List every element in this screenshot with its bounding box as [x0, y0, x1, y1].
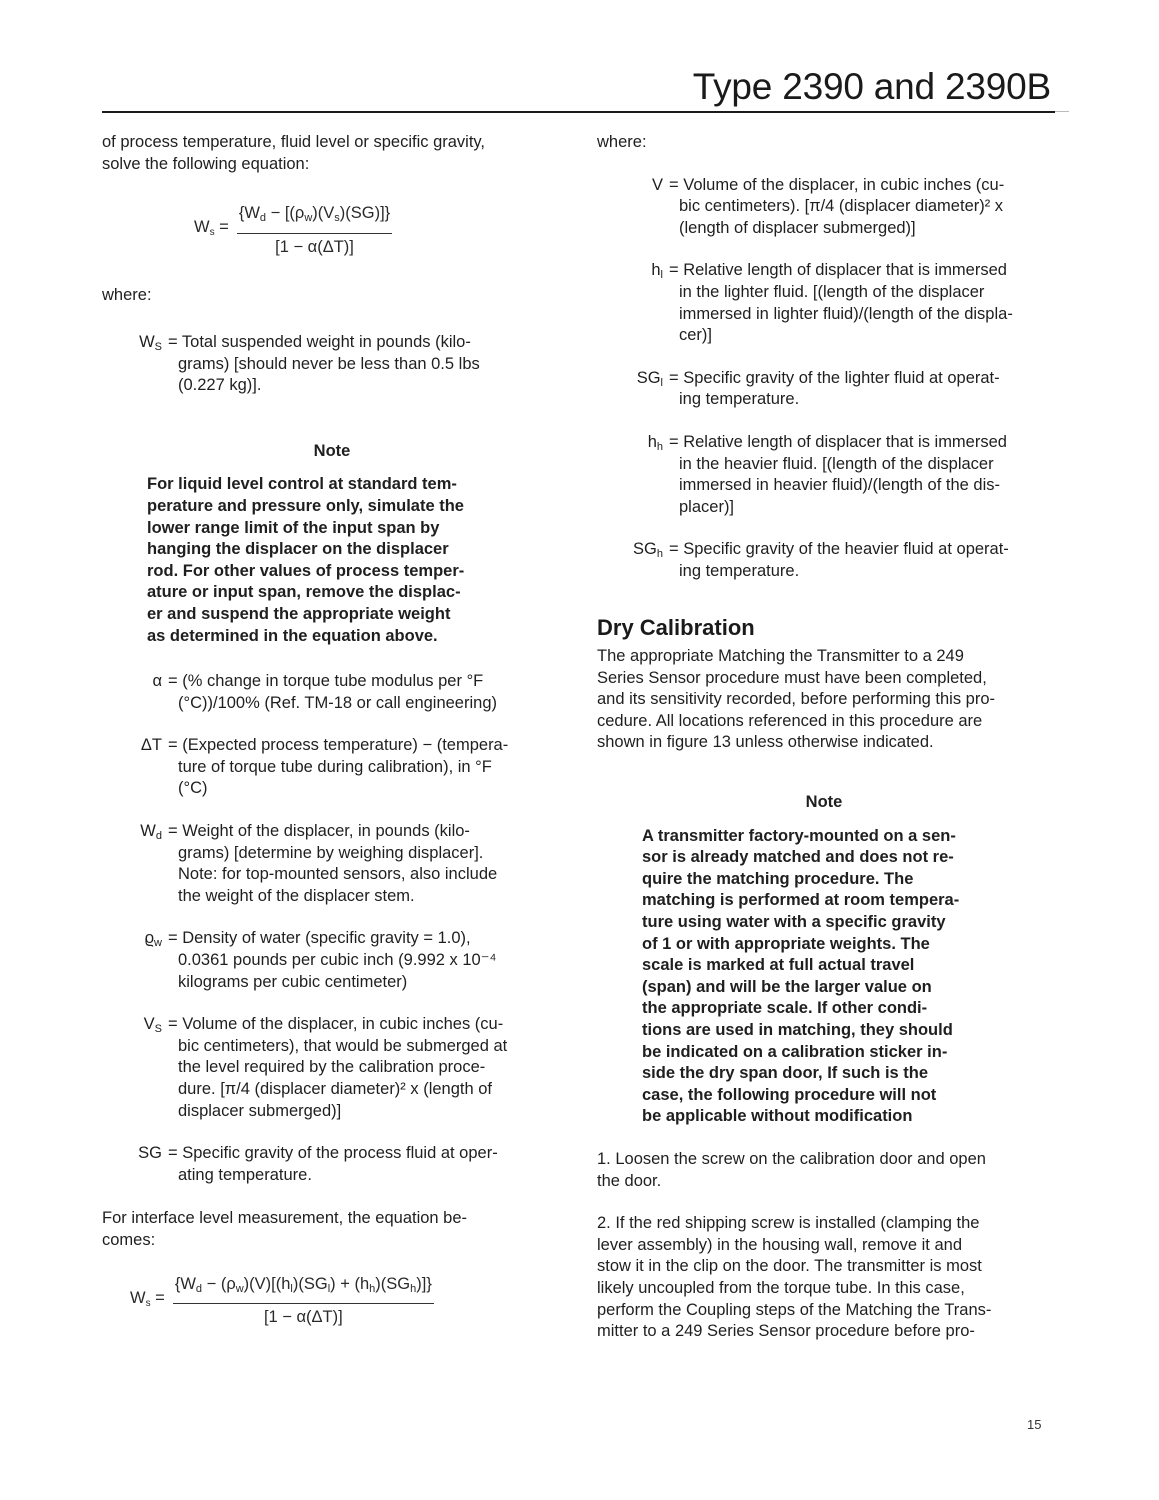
- equation-lhs: $W_s$ =: [194, 218, 229, 239]
- definition-v: V = Volume of the displacer, in cubic inches (cu- bic centimeters). [π/4 (displacer diameter)² x (length of displacer submerged)]: [651, 175, 1005, 237]
- note-block-right: [597, 792, 1057, 1128]
- definition-wd: $W_d$ = Weight of the displacer, in pounds (kilo- grams) [determine by weighing displacer]. Note: for top-mounted sensors, also include the weight of the displacer stem.: [140, 822, 498, 905]
- definition-alpha: α = (% change in torque tube modulus per °F (°C))/100% (Ref. TM-18 or call engineering): [152, 672, 497, 712]
- intro-line-2: solve the following equation:: [102, 154, 310, 173]
- equation-interface-level: [130, 1274, 562, 1329]
- definition-symbol: $W_S$: [139, 332, 162, 353]
- procedure-step-2: 2. If the red shipping screw is installed (clamping the lever assembly) in the housing wall, remove it and stow it in the clip on the door. The transmitter is most likely uncoupled from the torque tube. In this case, perform the Coupling steps of the Matching the Trans- mitter to a 249 Series Sensor procedure before pro-: [597, 1214, 992, 1341]
- equation-denominator: [1 − α(ΔT)]: [275, 237, 354, 256]
- definition-hl: $h_l$ = Relative length of displacer that is immersed in the lighter fluid. [(length of the displacer immersed in lighter fluid)/(length of the displa- cer)]: [651, 261, 1013, 345]
- definition-hh: $h_h$ = Relative length of displacer that is immersed in the heavier fluid. [(length of the displacer immersed in heavier fluid)/(length of the dis- placer)]: [647, 432, 1007, 516]
- equation-fraction: [237, 203, 392, 258]
- note-body: For liquid level control at standard tem- perature and pressure only, simulate the lower range limit of the input span by hanging the displacer on the displacer rod. For other values of process temper- ature or input span, remove the displac- er and suspend the appropriate weight as determined in the equation above.: [147, 475, 465, 645]
- intro-line-1: of process temperature, fluid level or specific gravity,: [102, 133, 486, 151]
- equation-numerator: $\{W_d - [(\rho_w)(V_s)(SG)]\}$: [238, 204, 391, 225]
- note-title: Note: [313, 441, 351, 460]
- header-divider: [102, 111, 1055, 113]
- equation-numerator: $\{W_d - (\rho_w)(V)[(h_l)(SG_l) + (h_h)(SG_h)]\}$: [174, 1274, 432, 1295]
- interface-intro-line-1: For interface level measurement, the equation be-: [102, 1209, 468, 1228]
- interface-intro-line-2: comes:: [102, 1230, 156, 1249]
- definition-rho-w: $ϱ_w$ = Density of water (specific gravity = 1.0), 0.0361 pounds per cubic inch (9.992 x 10⁻⁴ kilograms per cubic centimeter): [144, 929, 497, 991]
- definition-vs: $V_S$ = Volume of the displacer, in cubic inches (cu- bic centimeters), that would be submerged at the level required by the calibration proce- dure. [π/4 (displacer diameter)² x (length of displacer submerged)]: [143, 1015, 508, 1120]
- section-intro: The appropriate Matching the Transmitter to a 249 Series Sensor procedure must have been completed, and its sensitivity recorded, before performing this pro- cedure. All locations referenced in this procedure are shown in figure 13 unless otherwise indicated.: [597, 647, 996, 752]
- page-header-title: Type 2390 and 2390B: [692, 66, 1051, 107]
- page-number: 15: [1027, 1417, 1042, 1432]
- note-body: A transmitter factory-mounted on a sen- sor is already matched and does not re- quire the matching procedure. The matching is performed at room tempera- ture using water with a specific gravity of 1 or with appropriate weights. The scale is marked at full actual travel (span) and will be the larger value on the appropriate scale. If other condi- tions are used in matching, they should be indicated on a calibration sticker in- side the dry span door, If such is the case, the following procedure will not be applicable without modification: [642, 826, 960, 1126]
- definition-ws: [132, 332, 562, 397]
- equation-fraction: [173, 1274, 434, 1329]
- equation-denominator: [1 − α(ΔT)]: [263, 1308, 343, 1327]
- definition-delta-t: ΔT = (Expected process temperature) − (tempera- ture of torque tube during calibration), in °F (°C): [140, 736, 509, 798]
- where-label: where:: [102, 286, 152, 305]
- equation-lhs: $W_s$ =: [130, 1288, 165, 1309]
- where-label: where:: [597, 133, 647, 151]
- procedure-step-1: 1. Loosen the screw on the calibration door and open the door.: [597, 1149, 986, 1190]
- note-block-left: [102, 441, 562, 647]
- definition-sgl: $SG_l$ = Specific gravity of the lighter fluid at operat- ing temperature.: [636, 368, 1000, 409]
- section-heading-dry-calibration: Dry Calibration: [597, 614, 755, 640]
- note-title: Note: [805, 793, 843, 812]
- definition-sg: SG = Specific gravity of the process fluid at oper- ating temperature.: [138, 1144, 498, 1184]
- left-column: [102, 132, 562, 1329]
- definition-sgh: $SG_h$ = Specific gravity of the heavier fluid at operat- ing temperature.: [633, 540, 1009, 580]
- header-divider-tail: [1055, 111, 1069, 112]
- right-column: [597, 132, 1057, 1343]
- definition-text: = Total suspended weight in pounds (kilo- grams) [should never be less than 0.5 lbs (0.227 kg)].: [168, 332, 480, 395]
- equation-suspended-weight: [194, 203, 562, 258]
